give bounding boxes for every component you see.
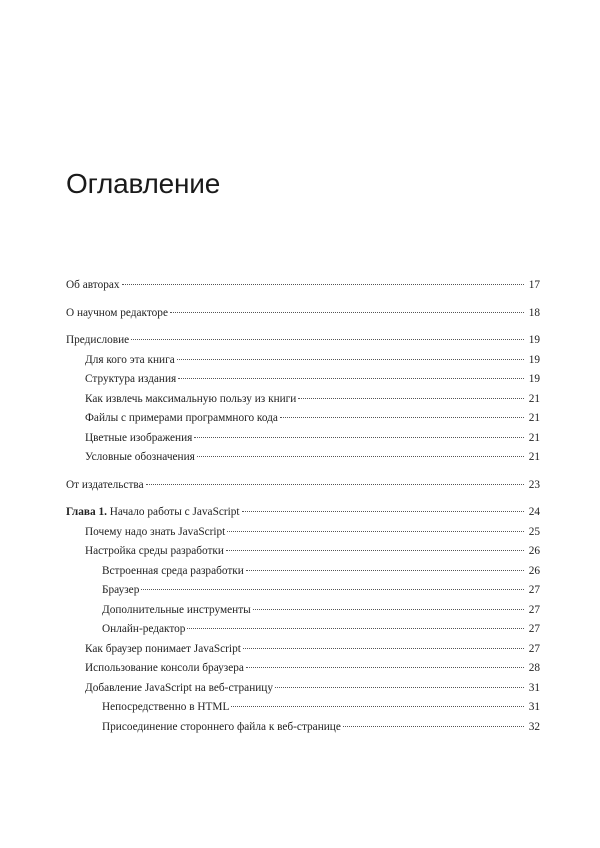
toc-entry-label (102, 620, 185, 640)
toc-page-number: 31 (528, 701, 540, 713)
toc-page-number: 17 (528, 279, 540, 291)
toc-entry-text: Добавление JavaScript на веб-страницу (85, 681, 273, 694)
toc-entry-text: От издательства (66, 478, 144, 491)
toc-page-number: 23 (528, 478, 540, 491)
toc-entry[interactable] (66, 304, 540, 324)
toc-dot-leader (141, 589, 524, 590)
toc-page-number: 27 (528, 603, 540, 616)
toc-entry[interactable] (66, 679, 540, 699)
toc-entry-text: Встроенная среда разработки (102, 564, 244, 577)
toc-entry-text: Онлайн-редактор (102, 623, 186, 635)
toc-page-number: 28 (528, 662, 540, 674)
toc-page-number: 32 (528, 720, 540, 733)
toc-entry[interactable] (66, 542, 540, 562)
toc-dot-leader (246, 570, 524, 571)
toc-entry-label (66, 331, 129, 351)
toc-entry-label (85, 542, 224, 562)
toc-entry-label (66, 503, 240, 523)
toc-dot-leader (343, 726, 524, 727)
toc-entry[interactable] (66, 351, 540, 371)
toc-entry-text: Для кого эта книга (85, 353, 175, 366)
toc-entry-label (85, 390, 296, 410)
toc-page-number: 25 (528, 525, 540, 538)
toc-dot-leader (280, 417, 524, 418)
toc-page-number: 19 (528, 334, 540, 346)
toc-entry-text: Присоединение стороннего файла к веб-странице (102, 720, 341, 733)
toc-entry-label (102, 601, 251, 621)
toc-dot-leader (275, 687, 524, 688)
toc-entry-text: Настройка среды разработки (85, 545, 224, 557)
toc-entry[interactable] (66, 620, 540, 640)
toc-page-number: 24 (528, 506, 540, 518)
toc-entry-label (85, 448, 195, 468)
toc-entry-label (85, 659, 244, 679)
toc-entry-label (85, 409, 278, 429)
toc-dot-leader (177, 359, 524, 360)
toc-entry-text: Дополнительные инструменты (102, 603, 251, 616)
toc-page-number: 19 (528, 373, 540, 385)
toc-page-number: 18 (528, 306, 540, 319)
toc-entry-text: Условные обозначения (85, 451, 195, 463)
toc-dot-leader (243, 648, 524, 649)
toc-entry[interactable] (66, 601, 540, 621)
table-of-contents (66, 276, 540, 737)
toc-entry[interactable] (66, 476, 540, 496)
toc-page-number: 26 (528, 564, 540, 577)
toc-entry-text: Об авторах (66, 279, 120, 291)
toc-entry-label (85, 523, 225, 543)
toc-entry-text: Браузер (102, 584, 140, 596)
toc-dot-leader (242, 511, 524, 512)
toc-entry[interactable] (66, 581, 540, 601)
toc-page-number: 21 (528, 412, 540, 424)
toc-entry[interactable] (66, 659, 540, 679)
toc-dot-leader (178, 378, 524, 379)
toc-page-number: 19 (528, 353, 540, 366)
toc-dot-leader (246, 667, 524, 668)
toc-dot-leader (253, 609, 524, 610)
toc-dot-leader (227, 531, 524, 532)
toc-entry-label (85, 429, 192, 449)
toc-entry-text: Структура издания (85, 373, 177, 385)
page-title: Оглавление (66, 168, 221, 199)
toc-entry[interactable] (66, 429, 540, 449)
toc-entry-text: Использование консоли браузера (85, 662, 244, 674)
toc-entry-label (85, 370, 176, 390)
toc-entry-label (102, 718, 341, 738)
toc-entry[interactable] (66, 718, 540, 738)
toc-dot-leader (131, 339, 524, 340)
toc-dot-leader (194, 437, 524, 438)
toc-entry-label (102, 562, 244, 582)
toc-dot-leader (146, 484, 524, 485)
toc-entry-label (102, 581, 139, 601)
toc-entry[interactable] (66, 503, 540, 523)
toc-entry-label (85, 679, 273, 699)
toc-entry-label (66, 304, 168, 324)
toc-entry[interactable] (66, 276, 540, 296)
toc-entry-text: Как извлечь максимальную пользу из книги (85, 392, 297, 405)
toc-dot-leader (226, 550, 524, 551)
toc-chapter-prefix: Глава 1. (66, 506, 107, 518)
toc-entry-label (85, 351, 175, 371)
toc-entry-text: Предисловие (66, 334, 130, 346)
toc-page-number: 27 (528, 584, 540, 596)
toc-entry[interactable] (66, 370, 540, 390)
toc-entry-label (102, 698, 229, 718)
toc-entry-text: Как браузер понимает JavaScript (85, 642, 241, 655)
toc-entry[interactable] (66, 448, 540, 468)
toc-page-number: 31 (528, 681, 540, 694)
toc-entry-text: Файлы с примерами программного кода (85, 412, 278, 424)
toc-entry-label (85, 640, 241, 660)
toc-dot-leader (298, 398, 524, 399)
toc-entry-text: О научном редакторе (66, 306, 168, 319)
toc-entry[interactable] (66, 409, 540, 429)
toc-entry-label (66, 476, 144, 496)
toc-page-number: 21 (528, 392, 540, 405)
toc-entry[interactable] (66, 523, 540, 543)
toc-entry[interactable] (66, 698, 540, 718)
toc-entry-text: Почему надо знать JavaScript (85, 525, 226, 538)
toc-page-number: 21 (528, 431, 540, 444)
toc-dot-leader (170, 312, 524, 313)
toc-entry-text: Непосредственно в HTML (102, 701, 230, 713)
toc-page-number: 27 (528, 642, 540, 655)
toc-entry-text: Цветные изображения (85, 431, 193, 444)
toc-entry[interactable] (66, 640, 540, 660)
toc-entry[interactable] (66, 562, 540, 582)
toc-dot-leader (187, 628, 524, 629)
toc-page-number: 26 (528, 545, 540, 557)
toc-entry-text: Начало работы с JavaScript (106, 506, 240, 518)
toc-dot-leader (197, 456, 524, 457)
toc-entry-label (66, 276, 120, 296)
toc-page-number: 21 (528, 451, 540, 463)
toc-dot-leader (122, 284, 524, 285)
toc-dot-leader (231, 706, 524, 707)
toc-page-number: 27 (528, 623, 540, 635)
toc-entry[interactable] (66, 331, 540, 351)
toc-entry[interactable] (66, 390, 540, 410)
